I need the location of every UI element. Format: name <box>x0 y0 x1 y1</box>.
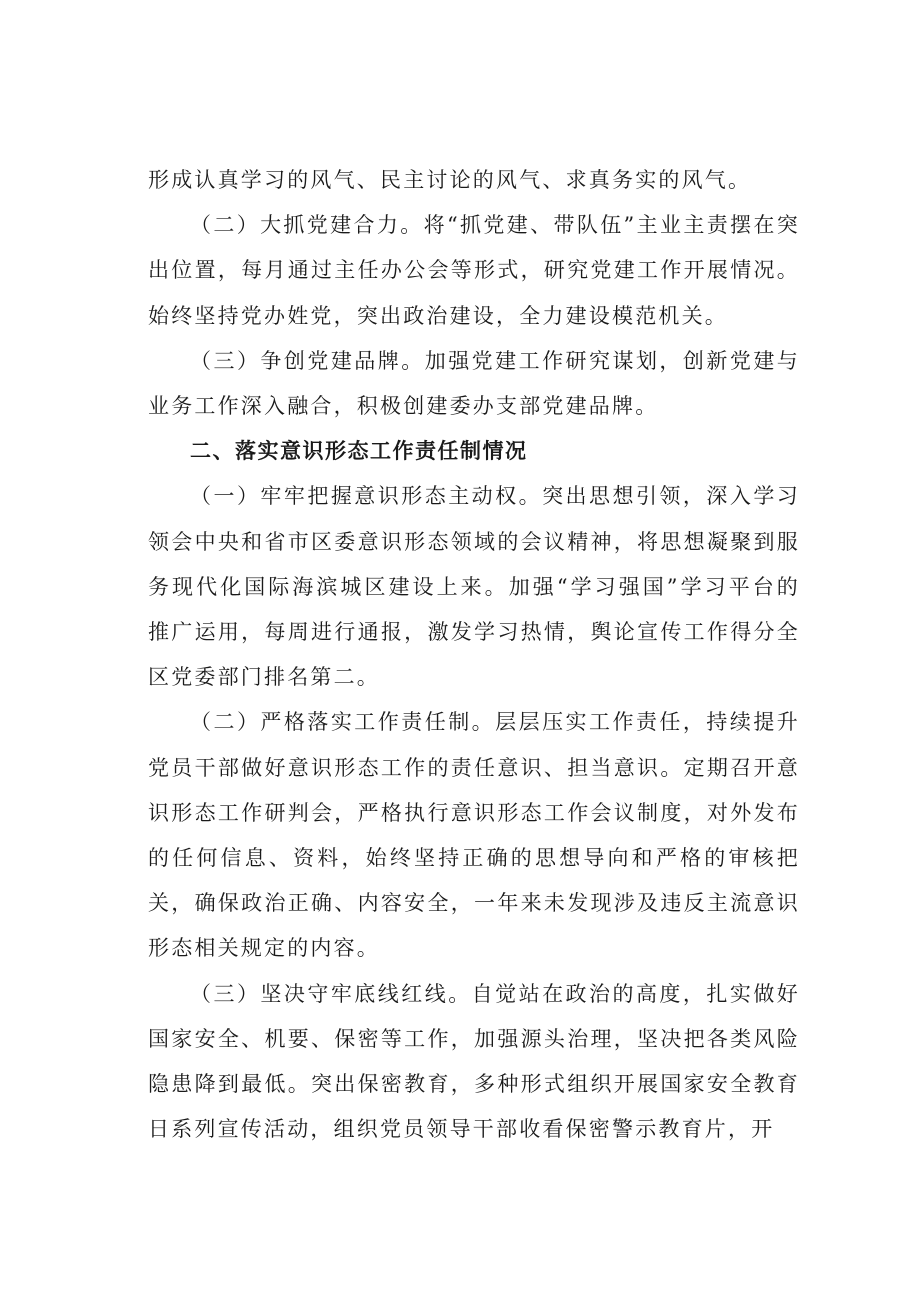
section-heading-ideology: 二、落实意识形态工作责任制情况 <box>190 439 528 464</box>
paragraph-responsibility-system: （二）严格落实工作责任制。层层压实工作责任，持续提升党员干部做好意识形态工作的责任意识、担当意识。定期召开意识形态工作研判会，严格执行意识形态工作会议制度，对外发布的任何信息、资料，始终坚持正确的思想导向和严格的审核把关，确保政治正确、内容安全，一年来未发现涉及违反主流意识形态相关规定的内容。 <box>148 710 800 961</box>
document-body <box>148 158 800 1152</box>
paragraph-continuation: 形成认真学习的风气、民主讨论的风气、求真务实的风气。 <box>148 168 752 192</box>
paragraph-ideology-initiative: （一）牢牢把握意识形态主动权。突出思想引领，深入学习领会中央和省市区委意识形态领域的会议精神，将思想凝聚到服务现代化国际海滨城区建设上来。加强“学习强国”学习平台的推广运用，每周进行通报，激发学习热情，舆论宣传工作得分全区党委部门排名第二。 <box>148 484 800 690</box>
paragraph-party-building-brand: （三）争创党建品牌。加强党建工作研究谋划，创新党建与业务工作深入融合，积极创建委办支部党建品牌。 <box>148 348 800 419</box>
paragraph-bottom-line: （三）坚决守牢底线红线。自觉站在政治的高度，扎实做好国家安全、机要、保密等工作，加强源头治理，坚决把各类风险隐患降到最低。突出保密教育，多种形式组织开展国家安全教育日系列宣传活动，组织党员领导干部收看保密警示教育片，开 <box>148 981 800 1142</box>
paragraph-party-building-synergy: （二）大抓党建合力。将“抓党建、带队伍”主业主责摆在突出位置，每月通过主任办公会等形式，研究党建工作开展情况。始终坚持党办姓党，突出政治建设，全力建设模范机关。 <box>148 213 800 328</box>
